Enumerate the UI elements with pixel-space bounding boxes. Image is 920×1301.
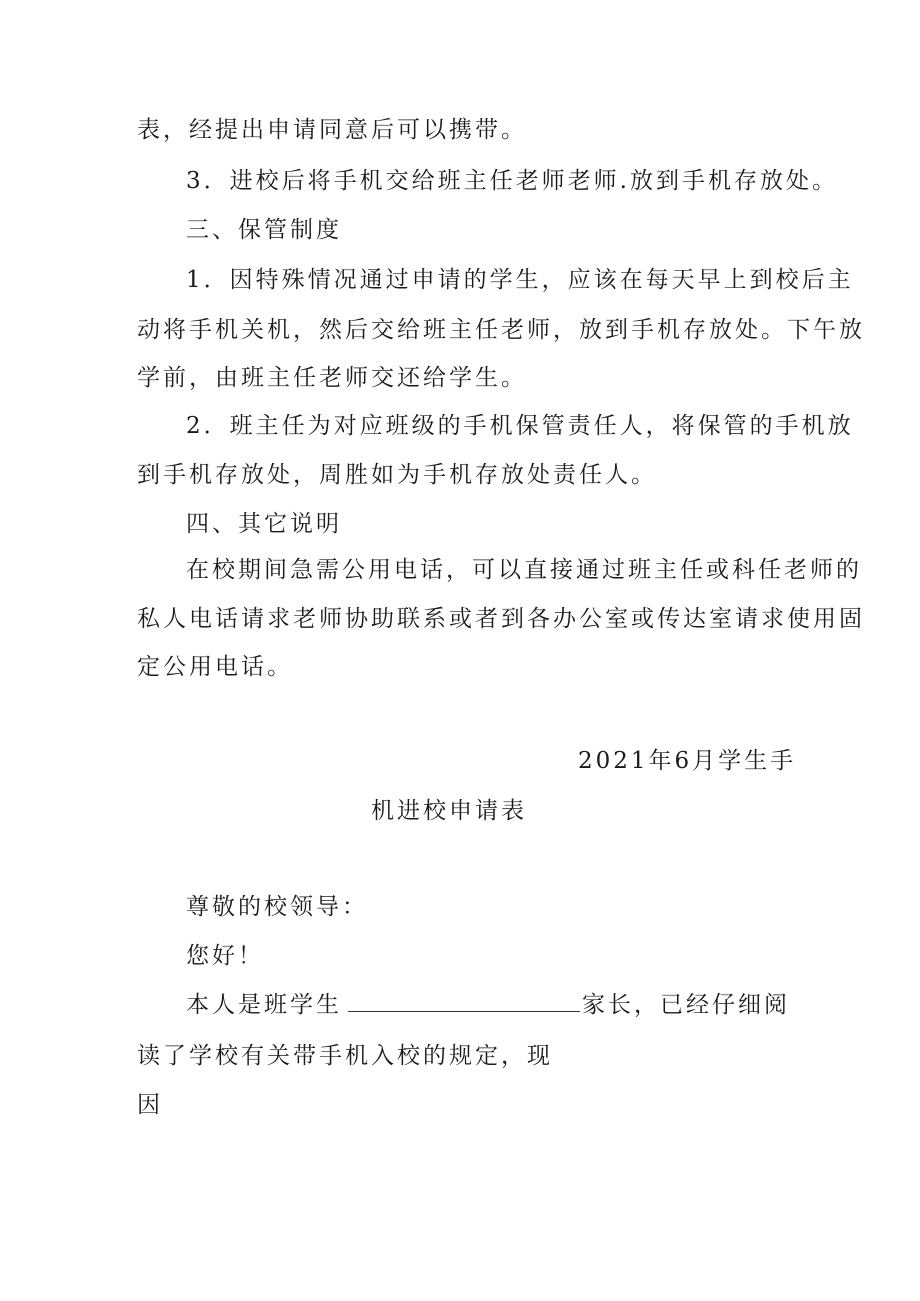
date-line: 2021年6月学生手	[578, 748, 797, 774]
rule-item-3: 3．进校后将手机交给班主任老师老师.放到手机存放处。	[186, 168, 838, 194]
application-suffix: 家长，已经仔细阅	[582, 992, 790, 1018]
custody-item-1: 1．因特殊情况通过申请的学生，应该在每天早上到校后主	[186, 267, 854, 293]
application-line-2: 读了学校有关带手机入校的规定，现	[137, 1043, 553, 1069]
section-heading-custody: 三、保管制度	[186, 217, 342, 243]
section-heading-other: 四、其它说明	[186, 511, 342, 537]
paragraph-line: 学前，由班主任老师交还给学生。	[137, 365, 527, 391]
form-title: 机进校申请表	[371, 798, 527, 824]
paragraph-line: 私人电话请求老师协助联系或者到各办公室或传达室请求使用固	[137, 606, 865, 632]
student-name-blank[interactable]	[348, 989, 580, 1012]
application-prefix: 本人是班学生	[186, 992, 342, 1018]
paragraph-line: 表，经提出申请同意后可以携带。	[137, 117, 527, 143]
salutation: 尊敬的校领导：	[186, 894, 368, 920]
paragraph-line: 在校期间急需公用电话，可以直接通过班主任或科任老师的	[186, 557, 862, 583]
custody-item-2: 2．班主任为对应班级的手机保管责任人，将保管的手机放	[186, 413, 854, 439]
paragraph-line: 到手机存放处，周胜如为手机存放处责任人。	[137, 462, 657, 488]
application-line	[186, 989, 790, 1021]
paragraph-line: 动将手机关机，然后交给班主任老师，放到手机存放处。下午放	[137, 317, 865, 343]
greeting: 您好！	[186, 943, 264, 969]
paragraph-line: 定公用电话。	[137, 654, 293, 680]
application-line-3: 因	[137, 1092, 163, 1118]
